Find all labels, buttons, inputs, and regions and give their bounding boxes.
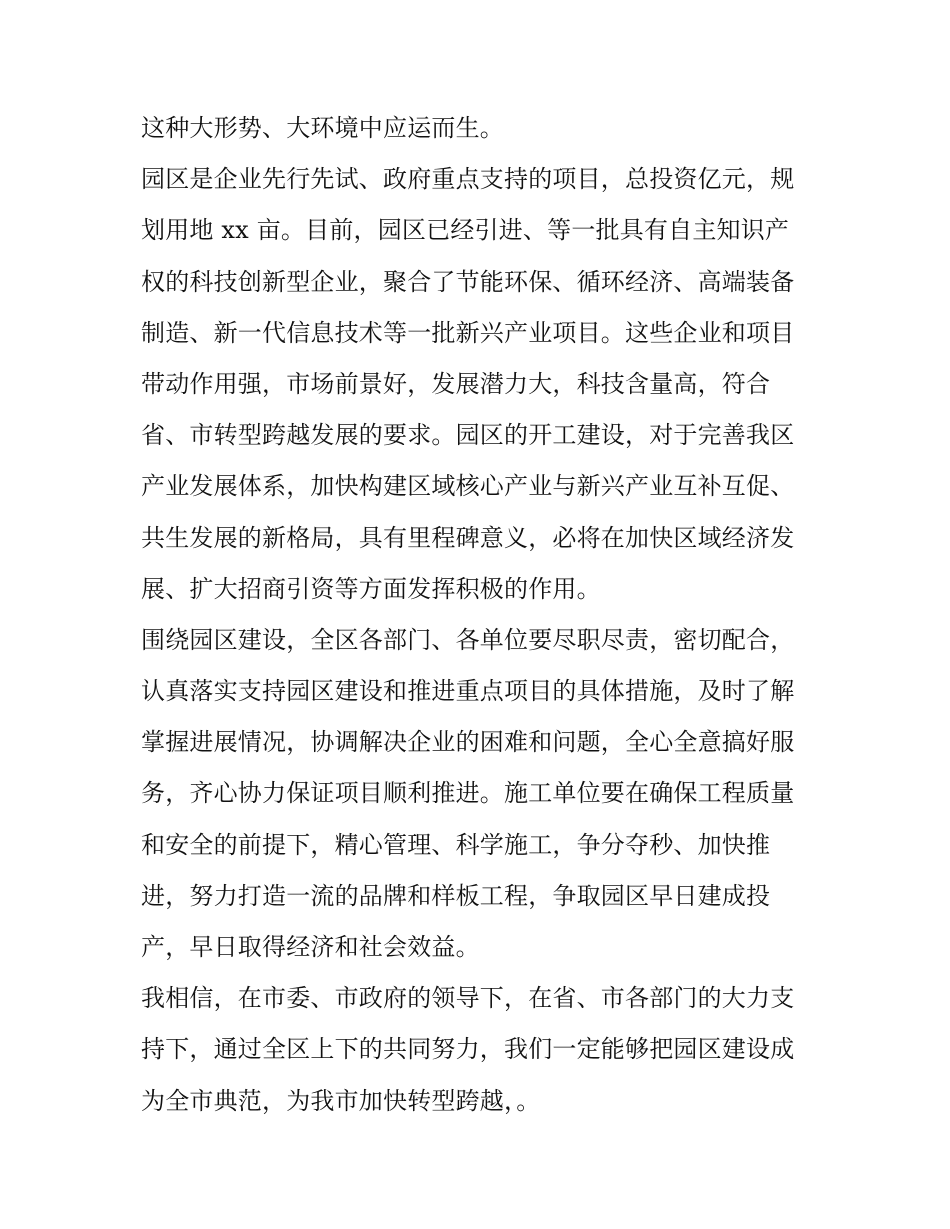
text-line: 和安全的前提下，精心管理、科学施工，争分夺秒、加快推: [141, 830, 771, 859]
text-line: 进，努力打造一流的品牌和样板工程，争取园区早日建成投: [141, 881, 771, 910]
text-line: 权的科技创新型企业，聚合了节能环保、循环经济、高端装备: [141, 267, 795, 296]
text-line: 产业发展体系，加快构建区域核心产业与新兴产业互补互促、: [141, 472, 795, 501]
text-line: 划用地 xx 亩。目前，园区已经引进、等一批具有自主知识产: [141, 216, 790, 245]
text-line: 带动作用强，市场前景好，发展潜力大，科技含量高，符合: [141, 369, 771, 398]
text-line: 制造、新一代信息技术等一批新兴产业项目。这些企业和项目: [141, 318, 795, 347]
text-line: 共生发展的新格局，具有里程碑意义，必将在加快区域经济发: [141, 523, 795, 552]
text-line: 省、市转型跨越发展的要求。园区的开工建设，对于完善我区: [141, 421, 795, 450]
text-line: 园区是企业先行先试、政府重点支持的项目，总投资亿元，规: [141, 165, 795, 194]
text-line: 持下，通过全区上下的共同努力，我们一定能够把园区建设成: [141, 1035, 795, 1064]
text-line: 产，早日取得经济和社会效益。: [141, 933, 480, 961]
text-line: 掌握进展情况，协调解决企业的困难和问题，全心全意搞好服: [141, 728, 795, 757]
text-line: 围绕园区建设，全区各部门、各单位要尽职尽责，密切配合，: [141, 625, 795, 654]
text-line: 认真落实支持园区建设和推进重点项目的具体措施，及时了解: [141, 677, 795, 706]
text-line: 务，齐心协力保证项目顺利推进。施工单位要在确保工程质量: [141, 779, 795, 808]
text-line: 这种大形势、大环境中应运而生。: [141, 114, 504, 142]
text-line: 展、扩大招商引资等方面发挥积极的作用。: [141, 574, 601, 603]
text-line: 为全市典范，为我市加快转型跨越，。: [141, 1086, 541, 1115]
text-line: 我相信，在市委、市政府的领导下，在省、市各部门的大力支: [141, 984, 795, 1013]
document-body: [141, 103, 813, 1127]
